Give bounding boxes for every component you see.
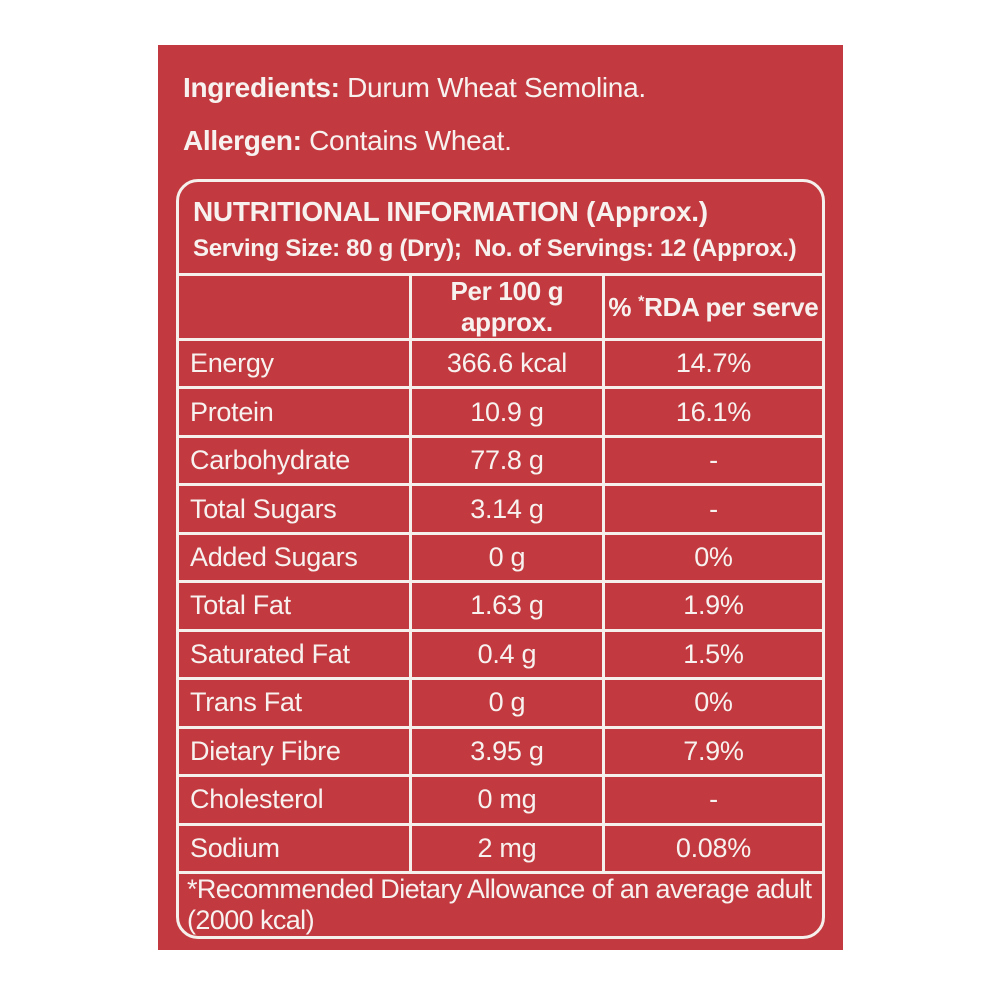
column-header-rda xyxy=(603,275,822,340)
ingredients-line xyxy=(183,45,843,105)
table-row xyxy=(179,679,822,727)
rda-header-percent: % xyxy=(608,291,639,322)
rda-value-cell: 7.9% xyxy=(603,727,822,775)
nutrient-name-cell: Cholesterol xyxy=(179,776,410,824)
rda-value-cell: 0.08% xyxy=(603,824,822,872)
rda-footnote: *Recommended Dietary Allowance of an average adult (2000 kcal) xyxy=(179,873,822,937)
footnote-row xyxy=(179,873,822,937)
table-row xyxy=(179,436,822,484)
nutrition-label-panel xyxy=(158,45,843,950)
per-100g-value-cell: 77.8 g xyxy=(410,436,603,484)
table-row xyxy=(179,630,822,678)
rda-value-cell: - xyxy=(603,776,822,824)
column-header-nutrient xyxy=(179,275,410,340)
per-100g-value-cell: 1.63 g xyxy=(410,582,603,630)
nutrient-name-cell: Dietary Fibre xyxy=(179,727,410,775)
nutrition-table xyxy=(179,273,822,936)
nutrient-name-cell: Total Fat xyxy=(179,582,410,630)
table-row xyxy=(179,824,822,872)
per-100g-value-cell: 0 g xyxy=(410,679,603,727)
nutrition-info-box xyxy=(176,179,825,939)
per-100g-value-cell: 0 mg xyxy=(410,776,603,824)
table-row xyxy=(179,485,822,533)
nutrient-name-cell: Trans Fat xyxy=(179,679,410,727)
ingredients-label: Ingredients: xyxy=(183,72,340,103)
rda-value-cell: 0% xyxy=(603,679,822,727)
per-100g-value-cell: 366.6 kcal xyxy=(410,340,603,388)
table-row xyxy=(179,340,822,388)
table-row xyxy=(179,388,822,436)
nutrient-name-cell: Carbohydrate xyxy=(179,436,410,484)
serving-size-line: Serving Size: 80 g (Dry); No. of Servings: 12 (Approx.) xyxy=(193,235,797,262)
rda-value-cell: - xyxy=(603,485,822,533)
nutrient-name-cell: Sodium xyxy=(179,824,410,872)
allergen-label: Allergen: xyxy=(183,125,302,156)
nutrient-name-cell: Total Sugars xyxy=(179,485,410,533)
table-row xyxy=(179,533,822,581)
rda-value-cell: 16.1% xyxy=(603,388,822,436)
nutrition-box-header xyxy=(179,182,822,273)
rda-value-cell: 1.5% xyxy=(603,630,822,678)
rda-value-cell: - xyxy=(603,436,822,484)
column-header-per-100g: Per 100 g approx. xyxy=(410,275,603,340)
rda-header-text: RDA per serve xyxy=(644,291,819,322)
nutrient-name-cell: Protein xyxy=(179,388,410,436)
rda-header-asterisk: * xyxy=(638,291,645,310)
per-100g-value-cell: 2 mg xyxy=(410,824,603,872)
per-100g-value-cell: 0.4 g xyxy=(410,630,603,678)
rda-value-cell: 0% xyxy=(603,533,822,581)
nutrition-table-body xyxy=(179,340,822,873)
nutrient-name-cell: Saturated Fat xyxy=(179,630,410,678)
table-row xyxy=(179,582,822,630)
rda-value-cell: 14.7% xyxy=(603,340,822,388)
allergen-value: Contains Wheat. xyxy=(301,125,512,156)
column-header-row xyxy=(179,275,822,340)
nutrient-name-cell: Added Sugars xyxy=(179,533,410,581)
per-100g-value-cell: 3.95 g xyxy=(410,727,603,775)
allergen-line xyxy=(183,124,843,158)
nutrition-table-foot xyxy=(179,873,822,937)
per-100g-value-cell: 0 g xyxy=(410,533,603,581)
nutrition-table-head xyxy=(179,275,822,340)
rda-value-cell: 1.9% xyxy=(603,582,822,630)
table-row xyxy=(179,727,822,775)
nutrient-name-cell: Energy xyxy=(179,340,410,388)
table-row xyxy=(179,776,822,824)
per-100g-value-cell: 10.9 g xyxy=(410,388,603,436)
nutrition-title: NUTRITIONAL INFORMATION (Approx.) xyxy=(193,196,708,227)
ingredients-value: Durum Wheat Semolina. xyxy=(339,72,646,103)
per-100g-value-cell: 3.14 g xyxy=(410,485,603,533)
